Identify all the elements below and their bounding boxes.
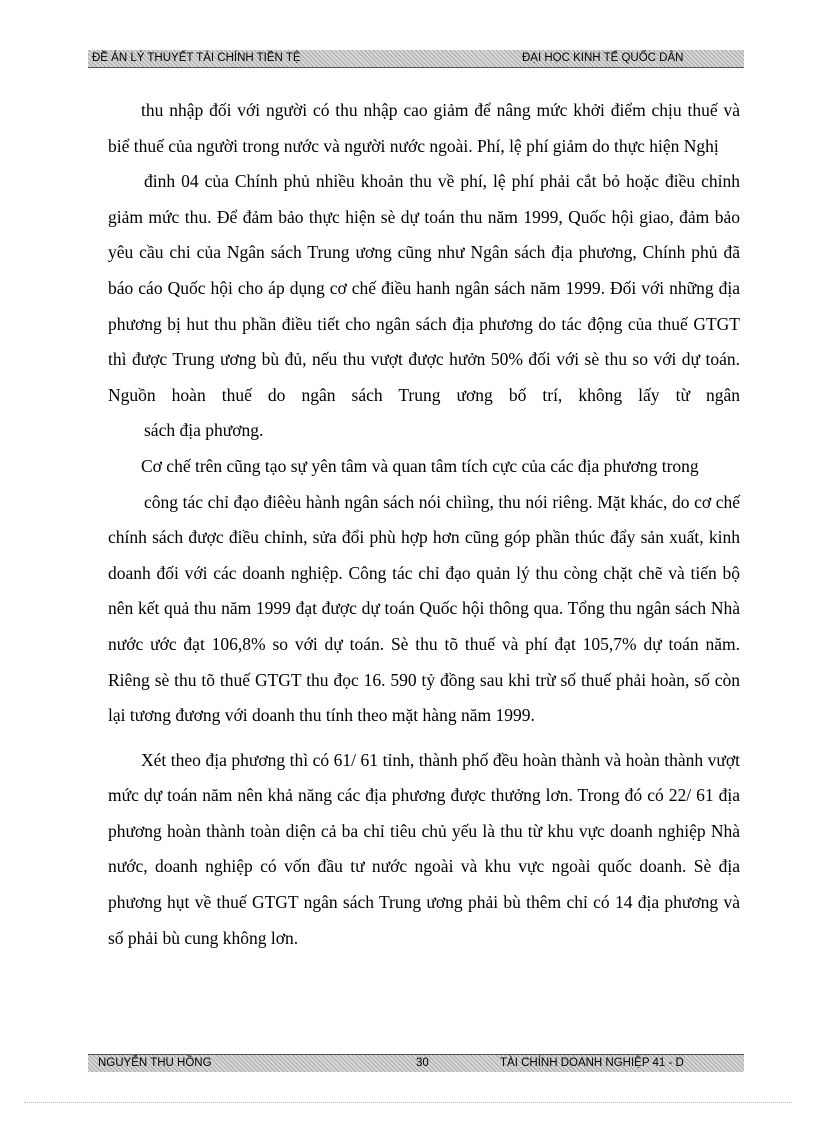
page-edge-divider [24, 1102, 792, 1103]
paragraph-3: sách địa phương. [144, 420, 264, 441]
paragraph-4: Cơ chế trên cũng tạo sự yên tâm và quan tâm tích cực của các địa phương trong [141, 455, 699, 476]
footer-author: NGUYỄN THU HỒNG [98, 1057, 212, 1069]
header-university: ĐẠI HỌC KINH TẾ QUỐC DÂN [522, 52, 684, 64]
paragraph-5: công tác chỉ đạo điêèu hành ngân sách nói chiìng, thu nói riêng. Mặt khác, do cơ chế chính sách được điều chỉnh, sửa đổi phù hợp hơn cũng góp phần thúc đẩy sản xuất, kinh doanh đối với các doanh nghiệp. Công tác chỉ đạo quản lý thu còng chặt chẽ và tiến bộ nên kết quả thu năm 1999 đạt được dự toán Quốc hội thông qua. Tổng thu ngân sách Nhà nước ước đạt 106,8% so với dự toán. Sè thu tõ thuế và phí đạt 105,7% dự toán năm. Riêng sè thu tõ thuế GTGT thu đọc 16. 590 tỷ đồng sau khi trừ số thuế phải hoàn, số còn lại tương đương với doanh thu tính theo mặt hàng năm 1999. [108, 491, 740, 726]
paragraph-2: đinh 04 của Chính phủ nhiều khoản thu về phí, lệ phí phải cắt bỏ hoặc điều chỉnh giảm mức thu. Để đảm bảo thực hiện sè dự toán thu năm 1999, Quốc hội giao, đảm bảo yêu cầu chi của Ngân sách Trung ương cũng như Ngân sách địa phương, Chính phủ đã báo cáo Quốc hội cho áp dụng cơ chế điều hanh ngân sách năm 1999. Đối với những địa phương bị hut thu phần điều tiết cho ngân sách địa phương do tác động của thuế GTGT thì được Trung ương bù đủ, nếu thu vượt được hưởn 50% đối với sè thu so với dự toán. Nguồn hoàn thuế do ngân sách Trung ương bố trí, không lấy từ ngân [108, 171, 740, 405]
footer-class: TÀI CHÍNH DOANH NGHIỆP 41 - D [500, 1057, 684, 1069]
paragraph-1: thu nhập đối với người có thu nhập cao giảm để nâng mức khởi điểm chịu thuế và biể thuế của người trong nước và người nước ngoài. Phí, lệ phí giảm do thực hiện Nghị [108, 100, 740, 156]
page-number: 30 [416, 1057, 429, 1069]
header-title: ĐỀ ÁN LÝ THUYẾT TÀI CHÍNH TIỀN TỆ [92, 52, 301, 64]
paragraph-6: Xét theo địa phương thì có 61/ 61 tỉnh, thành phố đều hoàn thành và hoàn thành vượt mức dự toán năm nên khả năng các địa phương được thưởng lơn. Trong đó có 22/ 61 địa phương hoàn thành toàn diện cả ba chỉ tiêu chủ yếu là thu từ khu vực doanh nghiệp Nhà nước, doanh nghiệp có vốn đầu tư nước ngoài và khu vực ngoài quốc doanh. Sè địa phương hụt về thuế GTGT ngân sách Trung ương phải bù thêm chỉ có 14 địa phương và số phải bù cung không lơn. [108, 749, 740, 948]
page-header [88, 50, 744, 68]
document-body [108, 93, 740, 956]
page-footer [88, 1054, 744, 1072]
